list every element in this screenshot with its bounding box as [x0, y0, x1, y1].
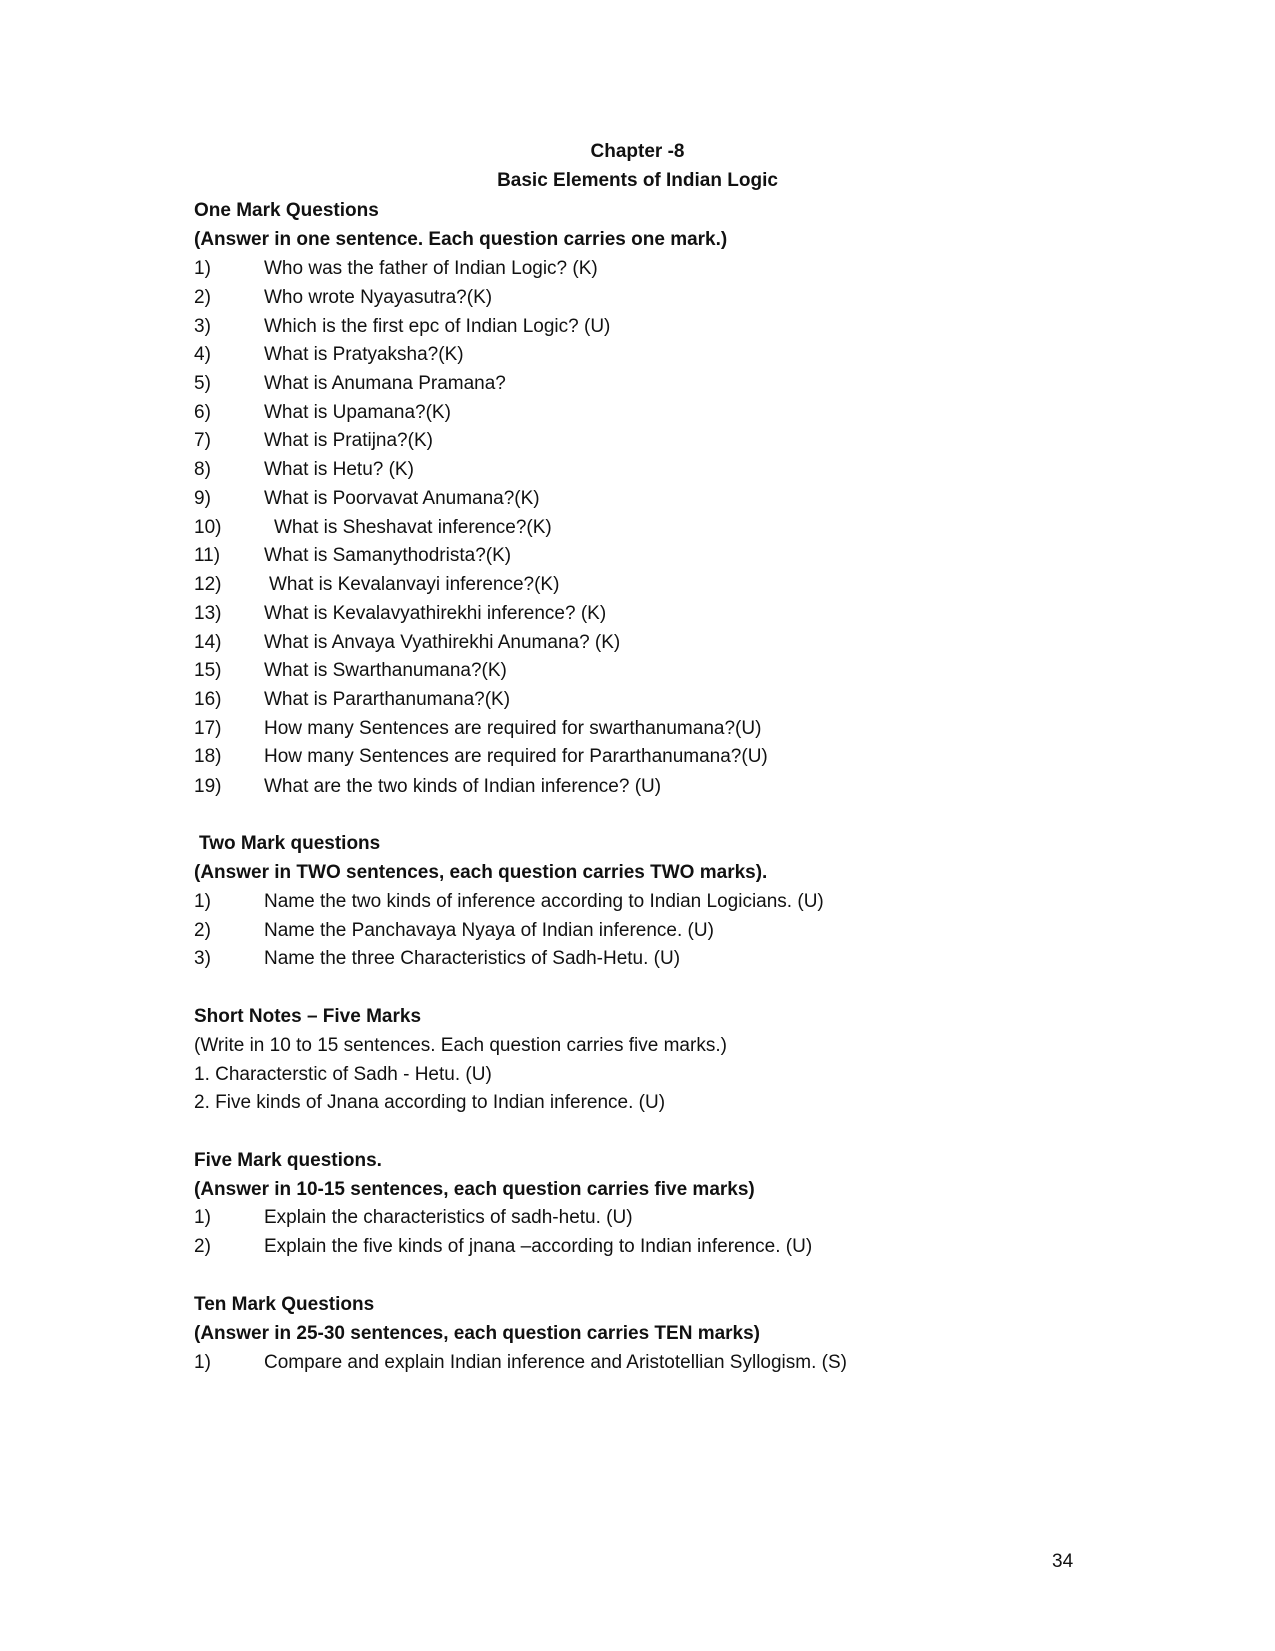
page-number: 34: [1052, 1551, 1074, 1572]
question-text: Name the three Characteristics of Sadh-Hetu. (U): [264, 948, 681, 969]
short-notes-section-title: Short Notes – Five Marks: [194, 1006, 422, 1027]
question-number: 10): [194, 517, 222, 538]
question-number: 5): [194, 373, 211, 394]
chapter-number: Chapter -8: [590, 141, 685, 162]
question-number: 2): [194, 1236, 211, 1257]
question-text: Explain the characteristics of sadh-hetu. (U): [264, 1207, 633, 1228]
question-number: 1): [194, 258, 211, 279]
chapter-title: Basic Elements of Indian Logic: [497, 170, 778, 191]
question-text: What is Sheshavat inference?(K): [274, 517, 552, 538]
ten-mark-instruction: (Answer in 25-30 sentences, each question carries TEN marks): [194, 1323, 761, 1344]
one-mark-section-title: One Mark Questions: [194, 200, 379, 221]
question-number: 14): [194, 632, 222, 653]
question-number: 4): [194, 344, 211, 365]
question-number: 8): [194, 459, 211, 480]
two-mark-section-title: Two Mark questions: [199, 833, 381, 854]
question-text: What is Kevalavyathirekhi inference? (K): [264, 603, 607, 624]
one-mark-instruction: (Answer in one sentence. Each question carries one mark.): [194, 229, 728, 250]
two-mark-instruction: (Answer in TWO sentences, each question carries TWO marks).: [194, 862, 768, 883]
question-text: Name the two kinds of inference according to Indian Logicians. (U): [264, 891, 824, 912]
question-text: What is Swarthanumana?(K): [264, 660, 507, 681]
question-text: Name the Panchavaya Nyaya of Indian inference. (U): [264, 920, 714, 941]
question-text: What is Anvaya Vyathirekhi Anumana? (K): [264, 632, 621, 653]
short-notes-instruction: (Write in 10 to 15 sentences. Each question carries five marks.): [194, 1035, 727, 1056]
question-text: How many Sentences are required for swarthanumana?(U): [264, 718, 762, 739]
question-text: What is Pararthanumana?(K): [264, 689, 511, 710]
question-text: What is Upamana?(K): [264, 402, 451, 423]
question-number: 12): [194, 574, 222, 595]
question-text: Who wrote Nyayasutra?(K): [264, 287, 493, 308]
five-mark-instruction: (Answer in 10-15 sentences, each question carries five marks): [194, 1179, 755, 1200]
question-number: 3): [194, 948, 211, 969]
question-number: 9): [194, 488, 211, 509]
question-text: What is Pratyaksha?(K): [264, 344, 464, 365]
question-number: 7): [194, 430, 211, 451]
question-number: 1): [194, 1352, 211, 1373]
question-number: 6): [194, 402, 211, 423]
question-text: Compare and explain Indian inference and Aristotellian Syllogism. (S): [264, 1352, 847, 1373]
question-text: What is Poorvavat Anumana?(K): [264, 488, 540, 509]
question-text: What is Anumana Pramana?: [264, 373, 506, 394]
question-number: 2): [194, 287, 211, 308]
question-number: 17): [194, 718, 222, 739]
question-text: What are the two kinds of Indian inference? (U): [264, 776, 662, 797]
question-number: 19): [194, 776, 222, 797]
question-number: 13): [194, 603, 222, 624]
question-text: What is Pratijna?(K): [264, 430, 433, 451]
question-text: What is Hetu? (K): [264, 459, 414, 480]
question-number: 2): [194, 920, 211, 941]
question-number: 16): [194, 689, 222, 710]
question-text: What is Samanythodrista?(K): [264, 545, 512, 566]
short-note-item: 2. Five kinds of Jnana according to Indian inference. (U): [194, 1092, 666, 1113]
question-number: 1): [194, 1207, 211, 1228]
question-number: 1): [194, 891, 211, 912]
short-note-item: 1. Characterstic of Sadh - Hetu. (U): [194, 1064, 492, 1085]
question-number: 15): [194, 660, 222, 681]
question-number: 11): [194, 545, 221, 566]
question-text: Which is the first epc of Indian Logic? (U): [264, 316, 611, 337]
question-number: 18): [194, 746, 222, 767]
question-text: Explain the five kinds of jnana –according to Indian inference. (U): [264, 1236, 813, 1257]
question-text: What is Kevalanvayi inference?(K): [269, 574, 560, 595]
question-text: How many Sentences are required for Pararthanumana?(U): [264, 746, 768, 767]
question-number: 3): [194, 316, 211, 337]
ten-mark-section-title: Ten Mark Questions: [194, 1294, 375, 1315]
five-mark-section-title: Five Mark questions.: [194, 1150, 382, 1171]
question-text: Who was the father of Indian Logic? (K): [264, 258, 598, 279]
